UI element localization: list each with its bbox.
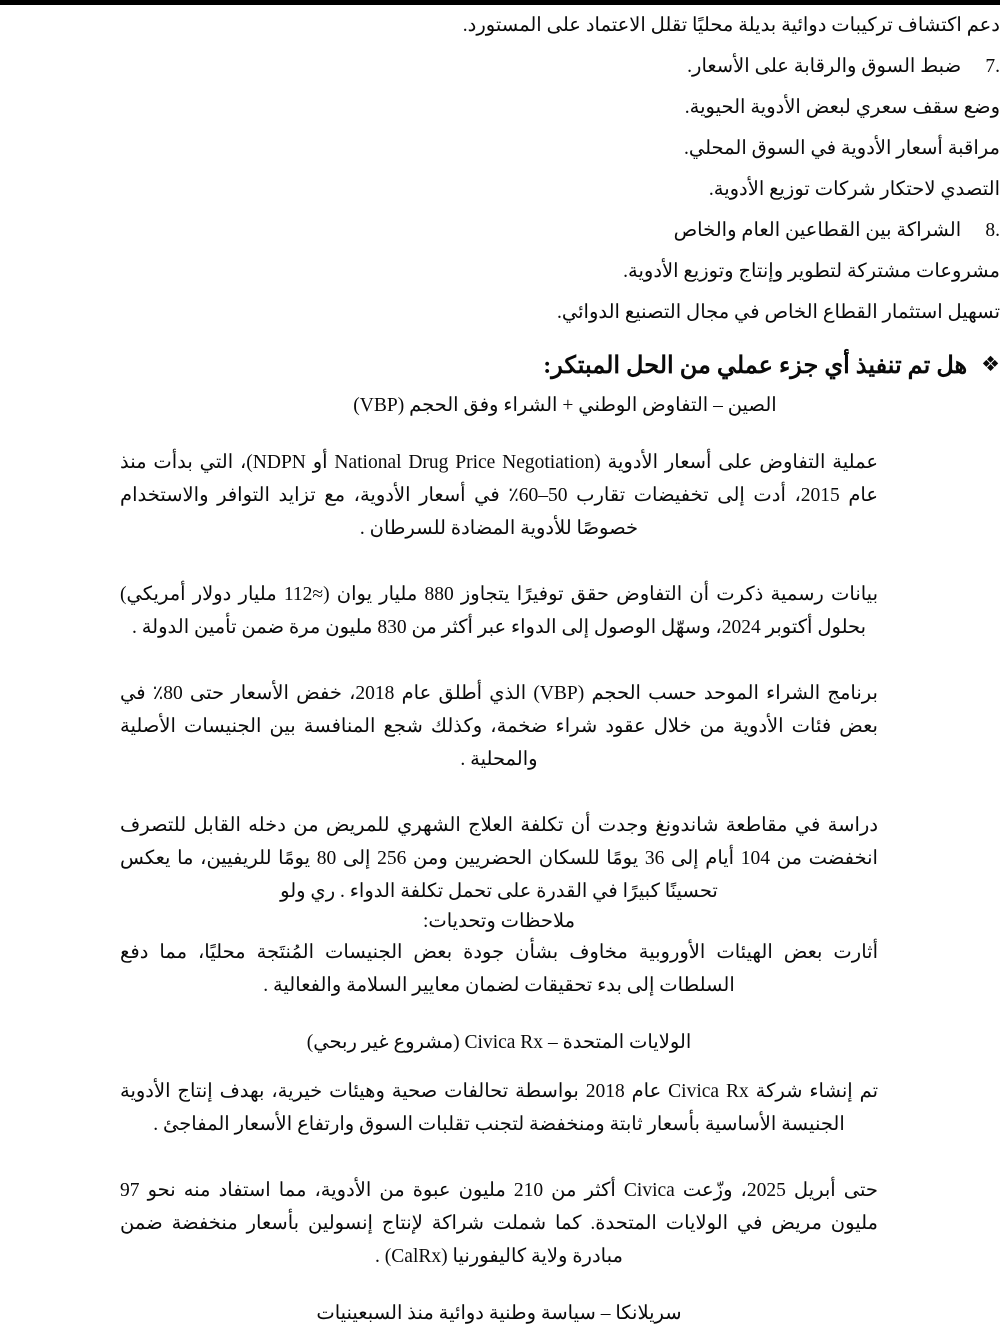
usa-paragraph-2: حتى أبريل 2025، وزّعت Civica أكثر من 210 مليون عبوة من الأدوية، مما استفاد منه نحو 97 مليون مريض في الولايات المتحدة. كما شملت شراكة لإنتاج إنسولين بأسعار منخفضة ضمن مبادرة ولاية كاليفورنيا (CalRx) .: [120, 1180, 878, 1267]
china-paragraph-3: برنامج الشراء الموحد حسب الحجم (VBP) الذي أطلق عام 2018، خفض الأسعار حتى 80٪ في بعض فئات الأدوية من خلال عقود شراء ضخمة، وكذلك شجع المنافسة بين الجنيسات الأصلية والمحلية .: [120, 683, 878, 770]
china-paragraph-4: دراسة في مقاطعة شاندونغ وجدت أن تكلفة العلاج الشهري للمريض من دخله القابل للتصرف انخفضت من 104 أيام إلى 36 يومًا للسكان الحضريين ومن 256 إلى 80 يومًا للريفيين، ما يعكس تحسينًا كبيرًا في القدرة على تحمل تكلفة الدواء . ري ولو: [120, 815, 878, 902]
section-heading: [0, 347, 1000, 386]
spacer: [0, 422, 1000, 446]
list-item-7-sub-1: مراقبة أسعار الأدوية في السوق المحلي.: [683, 138, 1000, 159]
usa-paragraph-1: تم إنشاء شركة Civica Rx عام 2018 بواسطة تحالفات صحية وهيئات خيرية، بهدف إنتاج الأدوية الجنيسة الأساسية بأسعار ثابتة ومنخفضة لتجنب تقلبات السوق وارتفاع الأسعار المفاجئ .: [120, 1081, 878, 1135]
list-item-7-title: ضبط السوق والرقابة على الأسعار.: [687, 56, 962, 77]
intro-line: دعم اكتشاف تركيبات دوائية بديلة محليًا تقلل الاعتماد على المستورد.: [462, 15, 1000, 36]
list-item-7-number: 7.: [985, 56, 1000, 77]
china-notes-label: ملاحظات وتحديات:: [422, 911, 576, 932]
document-content: [0, 5, 1000, 1330]
section-subtitle: الصين – التفاوض الوطني + الشراء وفق الحجم (VBP): [353, 395, 777, 416]
diamond-bullet-icon: ❖: [981, 352, 1000, 376]
list-item-8-title: الشراكة بين القطاعين العام والخاص: [673, 220, 962, 241]
spacer: [0, 1059, 1000, 1075]
list-item-7-sub-0: وضع سقف سعري لبعض الأدوية الحيوية.: [684, 97, 1000, 118]
china-paragraph-1: عملية التفاوض على أسعار الأدوية (National Drug Price Negotiation أو NDPN)، التي بدأت منذ عام 2015، أدت إلى تخفيضات تقارب 50–60٪ في أسعار الأدوية، مع تزايد التوافر والاستخدام خصوصًا للأدوية المضادة للسرطان .: [120, 452, 878, 539]
list-item-8-sub-0: مشروعات مشتركة لتطوير وإنتاج وتوزيع الأدوية.: [623, 261, 1000, 282]
spacer: [0, 1273, 1000, 1297]
section-heading-text: هل تم تنفيذ أي جزء عملي من الحل المبتكر:: [543, 353, 968, 379]
list-item-8-number: 8.: [985, 220, 1000, 241]
china-notes-body: أثارت بعض الهيئات الأوروبية مخاوف بشأن جودة بعض الجنيسات المُنتَجة محليًا، مما دفع السلطات إلى بدء تحقيقات لضمان معايير السلامة والفعالية .: [120, 942, 878, 996]
list-item-7-sub-2: التصدي لاحتكار شركات توزيع الأدوية.: [708, 179, 1000, 200]
spacer: [0, 1002, 1000, 1026]
list-item-8-sub-1: تسهيل استثمار القطاع الخاص في مجال التصنيع الدوائي.: [556, 302, 1000, 323]
srilanka-section-title: سريلانكا – سياسة وطنية دوائية منذ السبعينيات: [316, 1303, 682, 1324]
china-paragraph-2: بيانات رسمية ذكرت أن التفاوض حقق توفيرًا يتجاوز 880 مليار يوان (≈112 مليار دولار أمريكي) بحلول أكتوبر 2024، وسهّل الوصول إلى الدواء عبر أكثر من 830 مليون مرة ضمن تأمين الدولة .: [120, 584, 878, 638]
usa-section-title: الولايات المتحدة – Civica Rx (مشروع غير ربحي): [306, 1032, 692, 1053]
list-item-7: [0, 46, 1000, 87]
list-item-8: [0, 210, 1000, 251]
